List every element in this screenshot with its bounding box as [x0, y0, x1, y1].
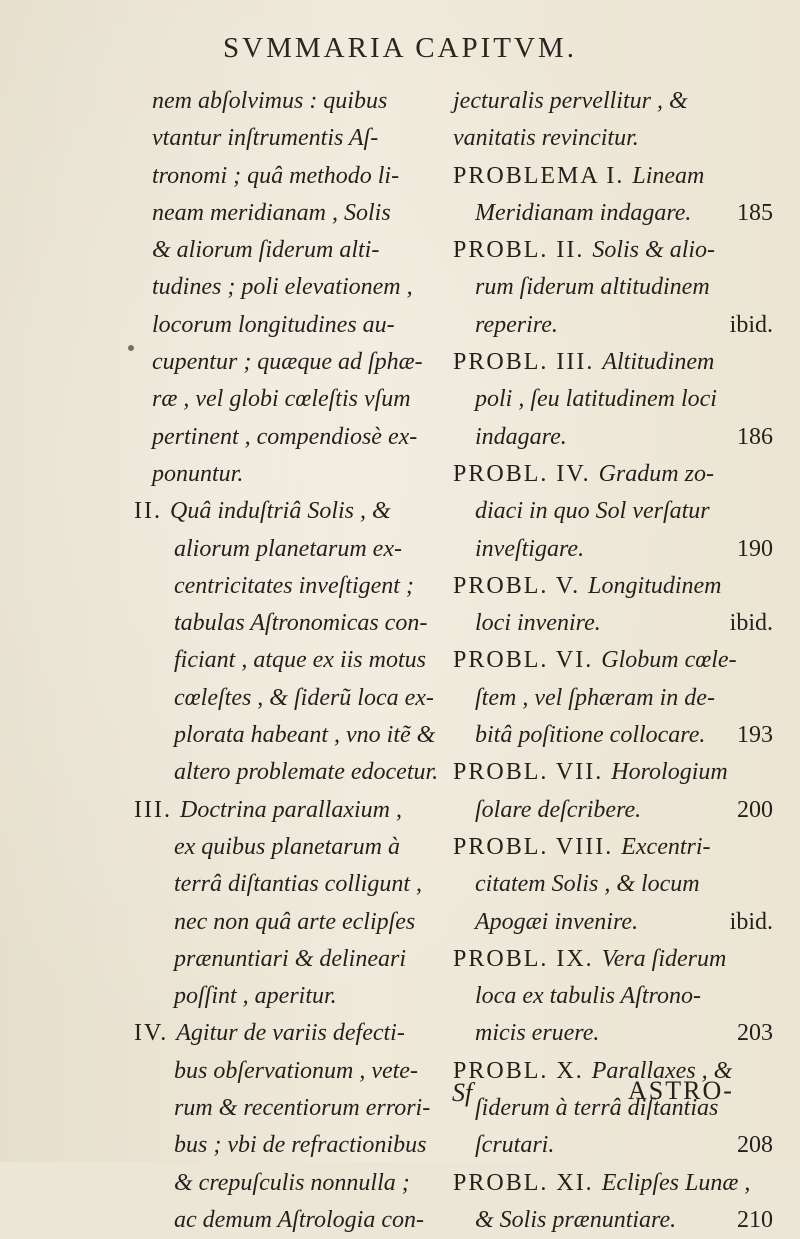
- problem-text: Lineam: [632, 162, 705, 189]
- problem-label: PROBL. III.: [453, 349, 603, 376]
- left-text-line: nec non quâ arte eclipſes: [174, 908, 416, 935]
- problem-text: loci invenire.: [475, 610, 601, 637]
- contents-line: [453, 456, 773, 493]
- problem-text: Meridianam indagare.: [475, 199, 692, 226]
- left-text-line: ficiant , atque ex iis motus: [174, 647, 426, 674]
- left-column: [134, 83, 440, 1239]
- problem-text: Solis & alio-: [592, 237, 716, 264]
- problem-text: bitâ poſitione collocare.: [475, 722, 706, 749]
- contents-line: [453, 83, 773, 120]
- section-text: Quâ induſtriâ Solis , &: [169, 498, 391, 525]
- problem-text: reperire.: [475, 311, 558, 338]
- section-number: III.: [134, 796, 180, 823]
- contents-line: [453, 680, 773, 717]
- problem-text: micis eruere.: [475, 1020, 600, 1047]
- problem-text: ſolare deſcribere.: [475, 796, 642, 823]
- problem-label: PROBL. VIII.: [453, 833, 622, 860]
- page-reference: 208: [737, 1132, 773, 1159]
- left-text-line: ac demum Aſtrologia con-: [174, 1206, 424, 1233]
- contents-line: [453, 493, 773, 530]
- page-reference: 200: [737, 796, 773, 823]
- problem-text: Excentri-: [621, 833, 711, 860]
- problem-text: Horologium: [611, 759, 728, 786]
- problem-text: Eclipſes Lunæ ,: [601, 1169, 751, 1196]
- left-text-line: aliorum planetarum ex-: [174, 535, 402, 562]
- contents-line: [453, 344, 773, 381]
- problem-text: ſcrutari.: [475, 1132, 555, 1159]
- problem-text: Longitudinem: [588, 572, 722, 599]
- ink-spot: [128, 345, 134, 351]
- contents-line: [453, 1165, 773, 1202]
- problem-text: Gradum zo-: [598, 460, 714, 487]
- problem-text: ſtem , vel ſphæram in de-: [475, 684, 715, 711]
- left-text-line: ræ , vel globi cœleſtis vſum: [152, 386, 411, 413]
- contents-line: [453, 269, 773, 306]
- problem-text: Globum cœle-: [601, 647, 737, 674]
- problem-text: poli , ſeu latitudinem loci: [475, 386, 717, 413]
- problem-text: citatem Solis , & locum: [475, 871, 700, 898]
- left-text-line: bus ; vbi de refractionibus: [174, 1132, 427, 1159]
- left-text-line: & aliorum ſiderum alti-: [152, 237, 380, 264]
- problem-label: PROBL. X.: [453, 1057, 592, 1084]
- problem-label: PROBL. V.: [453, 572, 589, 599]
- problem-text: vanitatis revincitur.: [453, 125, 639, 152]
- problem-text: rum ſiderum altitudinem: [475, 274, 710, 301]
- contents-line: [453, 195, 773, 232]
- contents-line: [453, 568, 773, 605]
- left-text-line: terrâ diſtantias colligunt ,: [174, 871, 423, 898]
- left-text-line: cupentur ; quæque ad ſphæ-: [152, 349, 423, 376]
- left-text-line: rum & recentiorum errori-: [174, 1095, 431, 1122]
- problem-label: PROBL. IX.: [453, 945, 602, 972]
- problem-text: Apogæi invenire.: [475, 908, 639, 935]
- catchword: ASTRO-: [628, 1076, 734, 1105]
- problem-text: Vera ſiderum: [601, 945, 727, 972]
- page-reference: 193: [737, 722, 773, 749]
- problem-text: Parallaxes , &: [591, 1057, 733, 1084]
- section-number: IV.: [134, 1020, 177, 1047]
- left-text-line: ex quibus planetarum à: [174, 833, 400, 860]
- contents-line: [453, 1127, 773, 1164]
- problem-text: indagare.: [475, 423, 567, 450]
- contents-line: [453, 158, 773, 195]
- left-text-line: prænuntiari & delineari: [174, 945, 407, 972]
- problem-label: PROBL. IV.: [453, 460, 599, 487]
- contents-line: [453, 904, 773, 941]
- left-text-line: tronomi ; quâ methodo li-: [152, 162, 400, 189]
- right-column: [453, 83, 773, 1239]
- problem-text: ſiderum à terrâ diſtantias: [475, 1095, 719, 1122]
- problem-text: loca ex tabulis Aſtrono-: [475, 983, 701, 1010]
- problem-text: & Solis prænuntiare.: [475, 1206, 677, 1233]
- page-reference: 190: [737, 535, 773, 562]
- contents-line: [453, 531, 773, 568]
- left-text-line: [134, 493, 440, 530]
- contents-line: [453, 829, 773, 866]
- problem-text: inveſtigare.: [475, 535, 585, 562]
- left-text-line: altero problemate edocetur.: [174, 759, 439, 786]
- contents-line: [453, 232, 773, 269]
- contents-line: [453, 120, 773, 157]
- contents-line: [453, 605, 773, 642]
- contents-line: [453, 866, 773, 903]
- problem-text: jecturalis pervellitur , &: [453, 88, 688, 114]
- contents-line: [453, 941, 773, 978]
- problem-text: Altitudinem: [602, 349, 715, 376]
- left-text-line: [134, 1015, 440, 1052]
- page-header: SVMMARIA CAPITVM.: [223, 32, 577, 64]
- left-text-line: cœleſtes , & ſiderũ loca ex-: [174, 684, 434, 711]
- left-text-line: bus obſervationum , vete-: [174, 1057, 418, 1084]
- problem-label: PROBL. XI.: [453, 1169, 602, 1196]
- page-reference: 203: [737, 1020, 773, 1047]
- left-text-line: plorata habeant , vno itẽ &: [174, 722, 436, 749]
- left-text-line: pertinent , compendiosè ex-: [152, 423, 418, 450]
- section-number: II.: [134, 498, 170, 525]
- contents-line: [453, 792, 773, 829]
- section-text: Agitur de variis defecti-: [176, 1020, 405, 1047]
- left-text-line: & crepuſculis nonnulla ;: [174, 1169, 410, 1196]
- contents-line: [453, 642, 773, 679]
- left-text-line: vtantur inſtrumentis Aſ-: [152, 125, 379, 152]
- signature-mark: Sf: [452, 1078, 473, 1107]
- left-text-line: [134, 792, 440, 829]
- left-text-line: centricitates inveſtigent ;: [174, 572, 414, 599]
- left-text-line: locorum longitudines au-: [152, 311, 395, 338]
- section-text: Doctrina parallaxium ,: [179, 796, 402, 823]
- contents-line: [453, 754, 773, 791]
- contents-line: [453, 717, 773, 754]
- left-text-line: nem abſolvimus : quibus: [152, 88, 388, 114]
- left-text-line: ponuntur.: [152, 460, 244, 487]
- contents-line: [453, 419, 773, 456]
- contents-line: [453, 381, 773, 418]
- problem-label: PROBLEMA I.: [453, 162, 633, 189]
- page-reference: 185: [737, 199, 773, 226]
- contents-line: [453, 307, 773, 344]
- problem-label: PROBL. VI.: [453, 647, 602, 674]
- page-reference: 210: [737, 1206, 773, 1233]
- left-text-line: neam meridianam , Solis: [152, 199, 391, 226]
- page-reference: ibid.: [729, 311, 773, 338]
- left-text-line: poſſint , aperitur.: [174, 983, 337, 1010]
- page-reference: 186: [737, 423, 773, 450]
- problem-label: PROBL. VII.: [453, 759, 612, 786]
- problem-text: diaci in quo Sol verſatur: [475, 498, 710, 525]
- contents-line: [453, 1202, 773, 1239]
- contents-line: [453, 1015, 773, 1052]
- page-reference: ibid.: [729, 908, 773, 935]
- contents-line: [453, 978, 773, 1015]
- left-text-line: tudines ; poli elevationem ,: [152, 274, 413, 301]
- problem-label: PROBL. II.: [453, 237, 593, 264]
- left-text-line: tabulas Aſtronomicas con-: [174, 610, 428, 637]
- page-reference: ibid.: [729, 610, 773, 637]
